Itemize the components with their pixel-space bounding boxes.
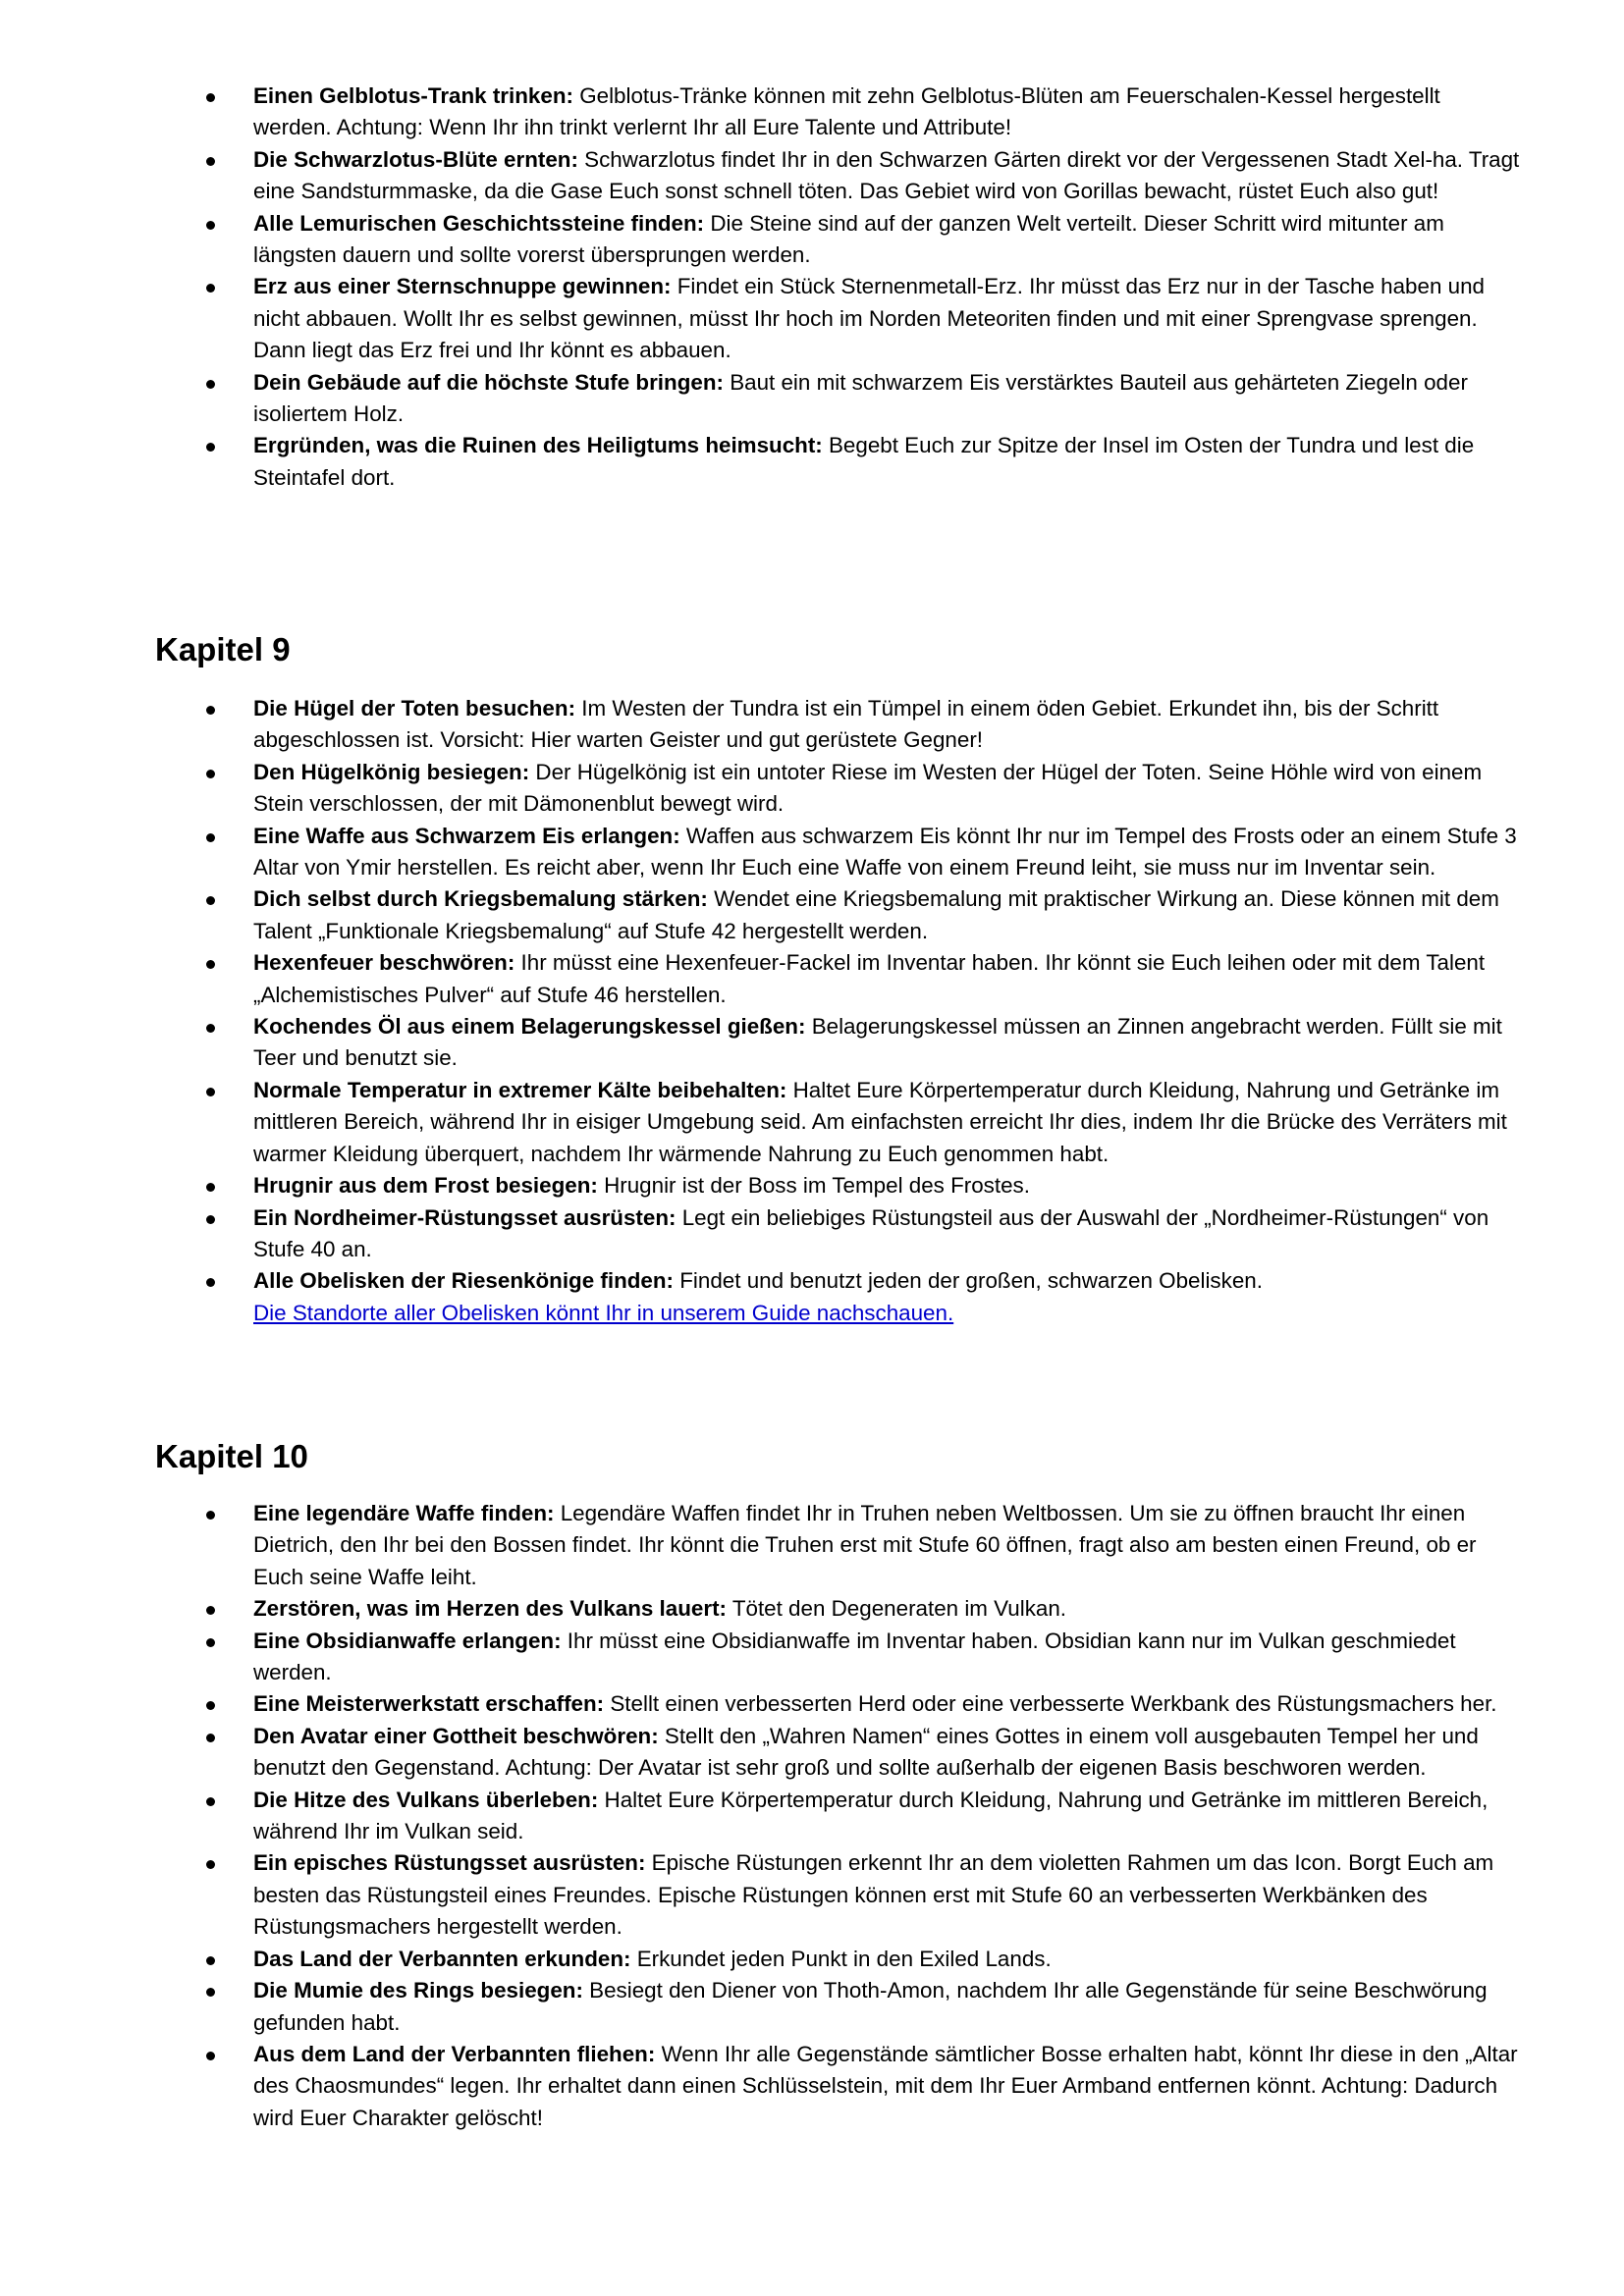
list-item <box>155 144 1520 208</box>
item-title: Eine Waffe aus Schwarzem Eis erlangen: <box>253 823 680 848</box>
item-text: Schwarzlotus findet Ihr in den Schwarzen Gärten direkt vor der Vergessenen Stadt Xel-ha. Tragt eine Sandsturmmaske, da die Gase Euch sonst schnell töten. Das Gebiet wird von Gorillas bewacht, rüstet Euch also gut! <box>253 146 1520 204</box>
item-title: Die Mumie des Rings besiegen: <box>253 1978 583 2003</box>
item-title: Alle Obelisken der Riesenkönige finden: <box>253 1268 675 1294</box>
item-title: Normale Temperatur in extremer Kälte beibehalten: <box>253 1077 787 1102</box>
list-item <box>155 883 1520 947</box>
list-item <box>155 1593 1520 1625</box>
item-title: Dein Gebäude auf die höchste Stufe bringen: <box>253 369 724 395</box>
item-text: Findet und benutzt jeden der großen, schwarzen Obelisken. <box>679 1268 1263 1294</box>
item-text: Stellt den „Wahren Namen“ eines Gottes in einem voll ausgebauten Tempel her und benutzt den Gegenstand. Achtung: Der Avatar ist sehr groß und sollte außerhalb der eigenen Basis beschworen werden. <box>253 1723 1479 1781</box>
list-item <box>155 1721 1520 1785</box>
task-list <box>155 693 1530 1329</box>
list-item <box>155 1265 1520 1329</box>
item-title: Den Hügelkönig besiegen: <box>253 759 530 784</box>
item-text: Findet ein Stück Sternenmetall-Erz. Ihr müsst das Erz nur in der Tasche haben und nicht abbauen. Wollt Ihr es selbst gewinnen, müsst Ihr hoch im Norden Meteoriten finden und mit einer Sprengvase sprengen. Dann liegt das Erz frei und Ihr könnt es abbauen. <box>253 274 1485 363</box>
item-text: Im Westen der Tundra ist ein Tümpel in einem öden Gebiet. Erkundet ihn, bis der Schritt abgeschlossen ist. Vorsicht: Hier warten Geister und gut gerüstete Gegner! <box>253 696 1439 753</box>
list-item <box>155 1944 1520 1975</box>
item-text: Besiegt den Diener von Thoth-Amon, nachdem Ihr alle Gegenstände für seine Beschwörung gefunden habt. <box>253 1978 1488 2035</box>
list-item <box>155 1785 1520 1848</box>
chapter-heading: Kapitel 9 <box>155 631 291 667</box>
item-title: Eine Meisterwerkstatt erschaffen: <box>253 1691 605 1717</box>
section-chapter-9 <box>155 630 1530 1329</box>
list-item <box>155 1975 1520 2039</box>
item-title: Einen Gelblotus-Trank trinken: <box>253 83 573 108</box>
list-item <box>155 947 1520 1011</box>
item-title: Die Hügel der Toten besuchen: <box>253 696 576 721</box>
item-title: Zerstören, was im Herzen des Vulkans lauert: <box>253 1596 727 1622</box>
item-text: Belagerungskessel müssen an Zinnen angebracht werden. Füllt sie mit Teer und benutzt sie. <box>253 1014 1502 1071</box>
item-title: Das Land der Verbannten erkunden: <box>253 1946 631 1971</box>
item-title: Kochendes Öl aus einem Belagerungskessel gießen: <box>253 1014 806 1040</box>
list-item <box>155 2039 1520 2134</box>
list-item <box>155 1847 1520 1943</box>
item-title: Eine Obsidianwaffe erlangen: <box>253 1628 562 1653</box>
item-title: Alle Lemurischen Geschichtssteine finden: <box>253 210 705 236</box>
list-item <box>155 1688 1520 1720</box>
item-title: Die Hitze des Vulkans überleben: <box>253 1787 599 1812</box>
chapter-heading: Kapitel 10 <box>155 1438 308 1474</box>
item-title: Den Avatar einer Gottheit beschwören: <box>253 1723 659 1748</box>
list-item <box>155 1075 1520 1170</box>
list-item <box>155 367 1520 431</box>
item-text: Wendet eine Kriegsbemalung mit praktischer Wirkung an. Diese können mit dem Talent „Funktionale Kriegsbemalung“ auf Stufe 42 hergestellt werden. <box>253 886 1499 943</box>
list-item <box>155 80 1520 144</box>
item-title: Hrugnir aus dem Frost besiegen: <box>253 1173 598 1199</box>
item-text: Haltet Eure Körpertemperatur durch Kleidung, Nahrung und Getränke im mittleren Bereich, während Ihr in eisiger Umgebung seid. Am einfachsten erreicht Ihr dies, indem Ihr die Brücke des Verräters mit warmer Kleidung überquert, nachdem Ihr wärmende Nahrung zu Euch genommen habt. <box>253 1077 1507 1166</box>
section-chapter-10 <box>155 1437 1530 2134</box>
item-text: Epische Rüstungen erkennt Ihr an dem violetten Rahmen um das Icon. Borgt Euch am besten das Rüstungsteil eines Freundes. Epische Rüstungen können erst mit Stufe 60 an verbesserten Werkbänken des Rüstungsmachers hergestellt werden. <box>253 1850 1494 1940</box>
item-text: Legt ein beliebiges Rüstungsteil aus der Auswahl der „Nordheimer-Rüstungen“ von Stufe 40 an. <box>253 1204 1489 1261</box>
item-title: Hexenfeuer beschwören: <box>253 950 515 976</box>
item-text: Legendäre Waffen findet Ihr in Truhen neben Weltbossen. Um sie zu öffnen braucht Ihr einen Dietrich, den Ihr bei den Bossen findet. Ihr könnt die Truhen erst mit Stufe 60 öffnen, fragt also am besten einen Freund, ob er Euch seine Waffe leiht. <box>253 1501 1477 1589</box>
list-item <box>155 693 1520 757</box>
item-text: Baut ein mit schwarzem Eis verstärktes Bauteil aus gehärteten Ziegeln oder isoliertem Holz. <box>253 369 1468 427</box>
item-title: Erz aus einer Sternschnuppe gewinnen: <box>253 274 672 299</box>
item-title: Ergründen, was die Ruinen des Heiligtums heimsucht: <box>253 433 823 458</box>
obelisk-guide-link[interactable]: Die Standorte aller Obelisken könnt Ihr in unserem Guide nachschauen. <box>253 1300 954 1325</box>
list-item <box>155 1011 1520 1075</box>
list-item <box>155 1498 1520 1593</box>
list-item <box>155 271 1520 366</box>
item-text: Haltet Eure Körpertemperatur durch Kleidung, Nahrung und Getränke im mittleren Bereich, während Ihr im Vulkan seid. <box>253 1787 1489 1844</box>
item-text: Tötet den Degeneraten im Vulkan. <box>731 1596 1067 1622</box>
list-item <box>155 757 1520 821</box>
item-text: Hrugnir ist der Boss im Tempel des Frostes. <box>604 1173 1030 1199</box>
item-text: Die Steine sind auf der ganzen Welt verteilt. Dieser Schritt wird mitunter am längsten dauern und sollte vorerst übersprungen werden. <box>253 210 1444 268</box>
task-list <box>155 80 1530 494</box>
section-chapter-8-continued <box>155 80 1530 494</box>
item-text: Wenn Ihr alle Gegenstände sämtlicher Bosse erhalten habt, könnt Ihr diese in den „Altar des Chaosmundes“ legen. Ihr erhaltet dann einen Schlüsselstein, mit dem Ihr Euer Armband entfernen könnt. Achtung: Dadurch wird Euer Charakter gelöscht! <box>253 2041 1518 2130</box>
item-title: Ein episches Rüstungsset ausrüsten: <box>253 1850 646 1876</box>
item-text: Erkundet jeden Punkt in den Exiled Lands. <box>636 1946 1052 1971</box>
task-list <box>155 1498 1530 2134</box>
item-text: Waffen aus schwarzem Eis könnt Ihr nur im Tempel des Frosts oder an einem Stufe 3 Altar von Ymir herstellen. Es reicht aber, wenn Ihr Euch eine Waffe von einem Freund leiht, sie muss nur im Inventar sein. <box>253 823 1517 881</box>
item-title: Ein Nordheimer-Rüstungsset ausrüsten: <box>253 1204 677 1230</box>
list-item <box>155 821 1520 884</box>
item-title: Die Schwarzlotus-Blüte ernten: <box>253 146 578 172</box>
list-item <box>155 1170 1520 1201</box>
item-text: Stellt einen verbesserten Herd oder eine verbesserte Werkbank des Rüstungsmachers her. <box>610 1691 1497 1717</box>
list-item <box>155 430 1520 494</box>
item-text: Der Hügelkönig ist ein untoter Riese im Westen der Hügel der Toten. Seine Höhle wird von einem Stein verschlossen, der mit Dämonenblut bewegt wird. <box>253 759 1483 817</box>
list-item <box>155 1202 1520 1266</box>
item-text: Gelblotus-Tränke können mit zehn Gelblotus-Blüten am Feuerschalen-Kessel hergestellt werden. Achtung: Wenn Ihr ihn trinkt verlernt Ihr all Eure Talente und Attribute! <box>253 83 1440 140</box>
list-item <box>155 1626 1520 1689</box>
list-item <box>155 208 1520 272</box>
item-title: Dich selbst durch Kriegsbemalung stärken: <box>253 886 708 912</box>
item-text: Begebt Euch zur Spitze der Insel im Osten der Tundra und lest die Steintafel dort. <box>253 433 1475 490</box>
item-text: Ihr müsst eine Obsidianwaffe im Inventar haben. Obsidian kann nur im Vulkan geschmiedet werden. <box>253 1628 1456 1685</box>
item-text: Ihr müsst eine Hexenfeuer-Fackel im Inventar haben. Ihr könnt sie Euch leihen oder mit dem Talent „Alchemistisches Pulver“ auf Stufe 46 herstellen. <box>253 950 1486 1007</box>
item-title: Aus dem Land der Verbannten fliehen: <box>253 2041 656 2066</box>
item-title: Eine legendäre Waffe finden: <box>253 1501 555 1525</box>
